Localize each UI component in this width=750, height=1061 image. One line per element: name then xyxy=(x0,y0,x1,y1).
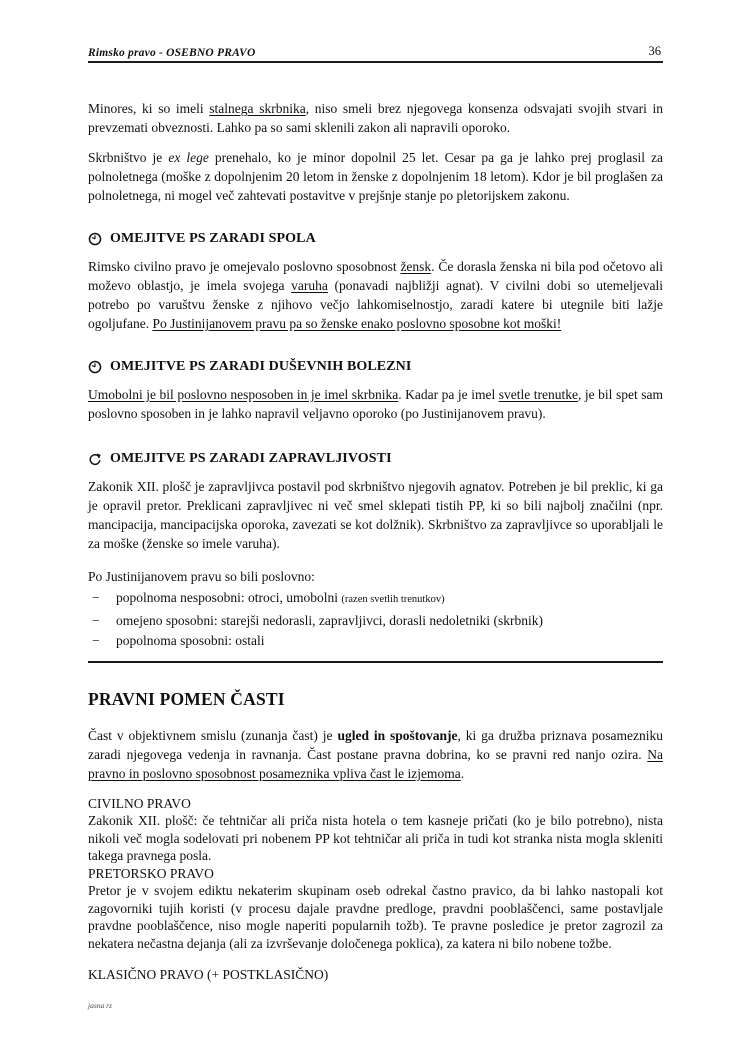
text-segment: Čast v objektivnem smislu (zunanja čast) je xyxy=(88,727,338,743)
paragraph-skrbnistvo xyxy=(88,148,663,205)
text-segment: žensk xyxy=(400,259,432,274)
text-segment: varuha xyxy=(291,278,328,293)
section-title: OMEJITVE PS ZARADI ZAPRAVLJIVOSTI xyxy=(110,451,392,466)
list-item-text xyxy=(116,611,543,632)
cycle-arrows-icon xyxy=(88,452,102,466)
text-segment: Zakonik XII. plošč je zapravljivca postavil pod skrbništvo njegovih agnatov. Potreben je bil preklic, ki ga je opravil pretor. Preklicani zapravljivec ni več smel sklepati tistih PP, ki so bili najbolj značilni (npr. mancipacija, mancipacijska oporoka, zavezati se kot dolžnik). Skrbništvo za zapravljivce so uporabljali le za moške (ženske so imele varuha). xyxy=(88,479,663,551)
pretor-law-text xyxy=(88,882,663,952)
paragraph-zapravljivost xyxy=(88,477,663,553)
text-segment: , ki ga družba priznava posamezniku zaradi njegovega vedenja in ravnanja. Čast postane pravna dobrina, ko se pravni red nanjo ozira. xyxy=(88,727,663,762)
text-segment: , je bil spet sam poslovno sposoben in je lahko napravil veljavno oporoko (po Justinijanovem pravu). xyxy=(88,387,663,421)
text-segment: Pretor je v svojem ediktu nekaterim skupinam oseb odrekal častno pravico, da bi lahko nastopali kot zagovorniki tujih koristi (v procesu dajale pravdne predloge, pravdni pooblaščenci, same postavljale pravdne pooblaščence, niso mogle naperiti popularnih tožb). Te pravne posledice je pretor zagrozil za nekatera nečastna dejanja (ali za izvrševanje določenega poklica), za katera ni bilo nobene tožbe. xyxy=(88,883,663,951)
text-segment: Rimsko civilno pravo je omejevalo poslovno sposobnost xyxy=(88,259,401,274)
text-segment: svetle trenutke xyxy=(498,387,578,402)
text-segment: Minores, ki so imeli xyxy=(88,101,210,116)
civil-law-text xyxy=(88,812,663,865)
civil-law-label: CIVILNO PRAVO xyxy=(88,795,191,811)
list-item xyxy=(88,611,663,632)
text-segment: Skrbništvo je xyxy=(88,150,169,165)
text-segment: ugled in spoštovanje xyxy=(337,727,458,743)
list-intro: Po Justinijanovem pravu so bili poslovno: xyxy=(88,569,315,584)
text-segment: (razen svetlih trenutkov) xyxy=(341,594,445,605)
list-item-text xyxy=(116,588,445,611)
paragraph-dusevne xyxy=(88,385,663,423)
law-block xyxy=(88,795,663,953)
section-divider xyxy=(88,661,663,663)
list-item xyxy=(88,631,663,652)
clock-icon xyxy=(88,232,102,246)
dash-bullet: − xyxy=(92,633,100,648)
section-title: OMEJITVE PS ZARADI SPOLA xyxy=(110,231,316,246)
text-segment: . Če dorasla ženska ni bila pod očetovo ali moževo oblastjo, je imela svojega xyxy=(88,259,664,293)
text-segment: (ponavadi najbližji agnat). V civilni dobi so utemeljevali potrebo po varuštvu ženske z njihovo večjo lahkomiselnostjo, zaradi katere bi utegnile biti lažje ogoljufane. xyxy=(88,278,664,331)
text-segment: popolnoma sposobni: ostali xyxy=(116,633,265,648)
section-title: OMEJITVE PS ZARADI DUŠEVNIH BOLEZNI xyxy=(110,359,412,374)
text-segment: Zakonik XII. plošč: če tehtničar ali priča nista hotela o tem kasneje pričati (ko je bilo potrebno), nista nikoli več mogla sodelovati pri nobenem PP kot tehtničar ali priča in tudi kot stranka nista mogla skleniti takega pravnega posla. xyxy=(88,813,663,863)
text-segment: ex lege xyxy=(168,150,209,165)
paragraph-minores xyxy=(88,99,663,137)
justinian-list xyxy=(88,588,663,652)
header-title: Rimsko pravo - OSEBNO PRAVO xyxy=(88,47,256,59)
footer-author-note: jasna rz xyxy=(88,1001,112,1010)
section-heading-dusevne xyxy=(88,359,663,375)
text-segment: prenehalo, ko je minor dopolnil 25 let. Cesar pa ga je lahko prej proglasil za polnoletnega (moške z dopolnjenim 20 letom in ženske z dopolnjenim 18 letom). Kdor je bil proglašen za polnoletnega, ni mogel več zahtevati postavitve v prejšnje stanje po pletorijskem zakonu. xyxy=(88,150,663,203)
paragraph-cast xyxy=(88,726,663,783)
honor-section-heading: PRAVNI POMEN ČASTI xyxy=(88,688,285,709)
page-number: 36 xyxy=(648,44,661,58)
section-heading-spol xyxy=(88,231,663,247)
text-segment: . xyxy=(460,765,465,781)
classical-law-label: KLASIČNO PRAVO (+ POSTKLASIČNO) xyxy=(88,967,329,982)
list-item-text xyxy=(116,631,265,652)
text-segment: popolnoma nesposobni: otroci, umobolni xyxy=(116,590,342,605)
text-segment: omejeno sposobni: starejši nedorasli, zapravljivci, dorasli nedoletniki (skrbnik) xyxy=(116,612,544,628)
text-segment: Umobolni je bil poslovno nesposoben in je imel skrbnika xyxy=(88,387,399,402)
dash-bullet: − xyxy=(92,612,100,628)
dash-bullet: − xyxy=(92,590,100,605)
text-segment: , niso smeli brez njegovega konsenza odsvajati svojih stvari in prevzemati obveznosti. Lahko pa so sami sklenili zakon ali napravili oporoko. xyxy=(88,101,663,135)
text-segment: Na pravno in poslovno sposobnost posameznika vpliva čast le izjemoma xyxy=(88,746,663,781)
paragraph-spol xyxy=(88,257,663,333)
section-heading-zapravljivost xyxy=(88,451,663,467)
list-item xyxy=(88,588,663,611)
clock-icon xyxy=(88,360,102,374)
page-header xyxy=(88,44,663,63)
text-segment: Po Justinijanovem pravu pa so ženske enako poslovno sposobne kot moški! xyxy=(152,316,562,331)
text-segment: . Kadar pa je imel xyxy=(398,387,499,402)
pretor-law-label: PRETORSKO PRAVO xyxy=(88,865,214,881)
text-segment: stalnega skrbnika xyxy=(209,101,306,116)
